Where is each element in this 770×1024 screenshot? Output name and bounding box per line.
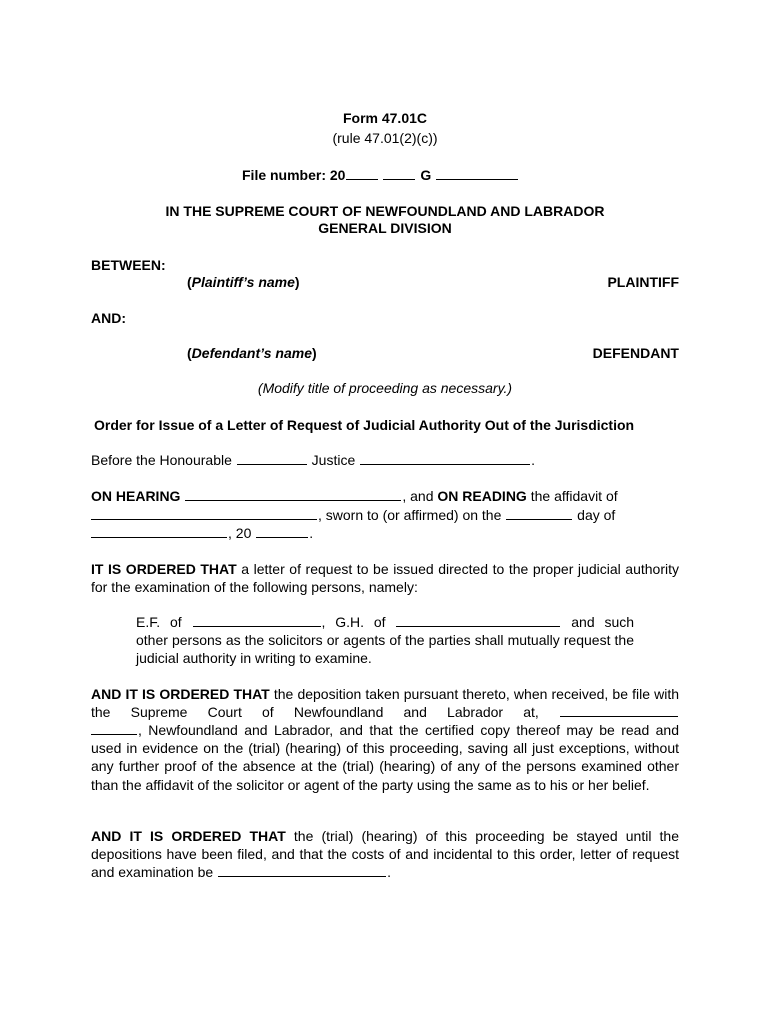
modify-title-note: (Modify title of proceeding as necessary.) bbox=[257, 380, 513, 396]
affiant-blank[interactable] bbox=[91, 507, 317, 520]
persons-paragraph: other persons as the solicitors or agents of the parties shall mutually request the judicial authority in writing to examine. bbox=[136, 632, 634, 667]
file-year-blank[interactable] bbox=[346, 167, 378, 180]
file-g-blank[interactable] bbox=[436, 167, 518, 180]
form-number: Form 47.01C bbox=[342, 110, 428, 126]
order-paragraph-2-first: AND IT IS ORDERED THAT the deposition taken pursuant thereto, when received, be file with the Supreme Court of Newfoundland and Labrador at, bbox=[91, 686, 680, 721]
on-hearing: ON HEARING bbox=[91, 488, 181, 504]
rule-reference: (rule 47.01(2)(c)) bbox=[332, 130, 438, 146]
defendant-name-placeholder: Defendant’s name bbox=[191, 345, 313, 361]
order-paragraph-1: IT IS ORDERED THAT a letter of request to be issued directed to the proper judicial authority for the examination of the following persons, namely: bbox=[91, 561, 679, 596]
plaintiff-name-line: (Plaintiff’s name) bbox=[187, 274, 300, 290]
hearing-line-1: ON HEARING , and ON READING the affidavit of bbox=[91, 488, 618, 504]
gh-blank[interactable] bbox=[396, 614, 560, 627]
on-reading: ON READING bbox=[437, 488, 527, 504]
plaintiff-label: PLAINTIFF bbox=[607, 274, 679, 290]
file-number-g: G bbox=[420, 167, 432, 183]
hearing-blank[interactable] bbox=[185, 488, 401, 501]
order-paragraph-2-rest: , Newfoundland and Labrador, and that the certified copy thereof may be read and used in evidence on the (trial) (hearing) of this proceeding, saving all just exceptions, without any further proof of the absence at the (trial) (hearing) of any of the persons examined other than the affidavit of the solicitor or agent of the party using the same as to his or her belief. bbox=[91, 722, 679, 793]
before-line: Before the Honourable Justice . bbox=[91, 452, 536, 468]
file-sequence-blank[interactable] bbox=[383, 167, 415, 180]
persons-line-1: E.F. of , G.H. of and such bbox=[136, 614, 635, 630]
plaintiff-name-placeholder: Plaintiff’s name bbox=[191, 274, 295, 290]
hearing-line-3: , 20 . bbox=[91, 525, 313, 541]
location-continuation-blank[interactable] bbox=[91, 722, 137, 735]
defendant-name-line: (Defendant’s name) bbox=[187, 345, 317, 361]
honourable-blank[interactable] bbox=[237, 452, 307, 465]
sworn-day-blank[interactable] bbox=[506, 507, 572, 520]
between-label: BETWEEN: bbox=[91, 257, 166, 273]
court-location-blank[interactable] bbox=[560, 704, 678, 717]
before-prefix: Before the Honourable bbox=[91, 452, 232, 468]
file-number-line bbox=[242, 167, 519, 183]
file-number-label: File number: 20 bbox=[242, 167, 346, 183]
sworn-year-blank[interactable] bbox=[256, 525, 308, 538]
costs-blank[interactable] bbox=[218, 864, 386, 877]
and-label: AND: bbox=[91, 310, 126, 326]
justice-label: Justice bbox=[311, 452, 356, 468]
hearing-line-2: , sworn to (or affirmed) on the day of bbox=[91, 507, 615, 523]
defendant-label: DEFENDANT bbox=[592, 345, 679, 361]
sworn-month-blank[interactable] bbox=[91, 525, 227, 538]
ef-blank[interactable] bbox=[193, 614, 321, 627]
court-name: IN THE SUPREME COURT OF NEWFOUNDLAND AND LABRADOR bbox=[165, 203, 605, 219]
order-paragraph-3: AND IT IS ORDERED THAT the (trial) (hearing) of this proceeding be stayed until the depositions have been filed, and that the costs of and incidental to this order, letter of request and examination be . bbox=[91, 828, 680, 881]
order-title: Order for Issue of a Letter of Request of Judicial Authority Out of the Jurisdiction bbox=[94, 417, 635, 433]
justice-blank[interactable] bbox=[360, 452, 530, 465]
court-division: GENERAL DIVISION bbox=[318, 220, 452, 236]
